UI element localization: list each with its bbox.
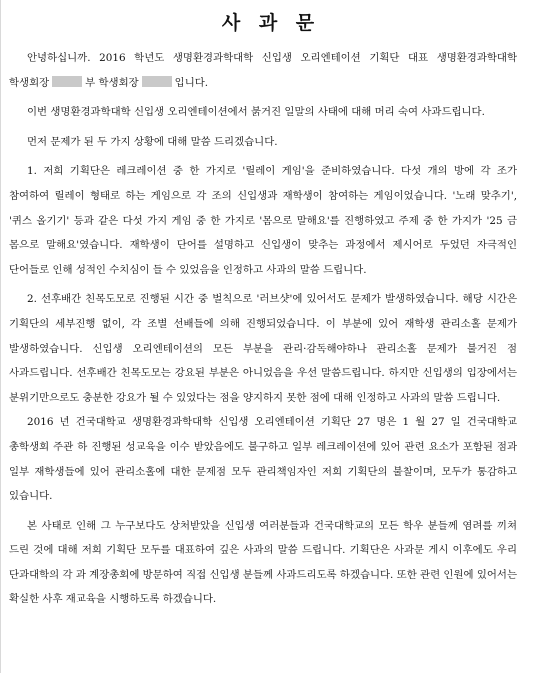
document-body [9,46,517,612]
redacted-name-vice-president [142,76,172,87]
intro-paragraph [9,46,517,95]
document-title: 사 과 문 [221,12,321,34]
issue-two-paragraph: 2. 선후배간 친목도모로 진행된 시간 중 벌칙으로 '러브샷'에 있어서도 문제가 발생하였습니다. 해당 시간은 기획단의 세부진행 없이, 각 조별 선배들에 의해 진행되었습니다. 이 부분에 있어 재학생 관리소홀 문제가 발생하였습니다. 신입생 오리엔테이션의 모든 부분을 관리·감독해야하나 관리소홀 문제가 불거진 점 사과드립니다. 선후배간 친목도모는 강요된 부분은 아니었음을 우선 말씀드립니다. 하지만 신입생의 입장에서는 분위기만으로도 충분한 강요가 될 수 있었다는 점을 양지하지 못한 점에 대해 인정하고 사과의 말씀 드립니다. [9,293,517,404]
intro-text-part1: 안녕하십니까. 2016 학년도 생명환경과학대학 신입생 오리엔테이션 기획단 대표 생명환경과학대학 학생회장 [9,52,517,89]
intro-text-part2: 부 학생회장 [85,76,139,89]
redacted-name-president [52,76,82,87]
responsibility-paragraph: 2016 년 건국대학교 생명환경과학대학 신입생 오리엔테이션 기획단 27 명은 1 월 27 일 건국대학교 총학생회 주관 하 진행된 성교육을 이수 받았음에도 불구하고 일부 레크레이션에 있어 관련 요소가 포함된 점과 일부 재학생들에 있어 관리소홀에 대한 문제점 모두 관리책임자인 저희 기획단의 불찰이며, 모두가 통감하고 있습니다. [9,416,517,503]
issue-one-paragraph: 1. 저희 기획단은 레크레이션 중 한 가지로 '릴레이 게임'을 준비하였습니다. 다섯 개의 방에 각 조가 참여하여 릴레이 형태로 하는 게임으로 각 조의 신입생과 재학생이 참여하는 게임이었습니다. '노래 맞추기', '퀴스 올기기' 등과 같은 다섯 가지 게임 중 한 가지로 '몸으로 말해요'를 진행하였고 주제 중 한 가지가 '25 금 몸으로 말해요'였습니다. 재학생이 단어를 설명하고 신입생이 맞추는 과정에서 제시어로 두었던 자극적인 단어들로 인해 성적인 수치심이 들 수 있었음을 인정하고 사과의 말씀 드립니다. [9,165,517,276]
intro-text-part3: 입니다. [174,76,209,89]
apology-paragraph: 이번 생명환경과학대학 신입생 오리엔테이션에서 붉거진 일말의 사태에 대해 머리 숙여 사과드립니다. [27,106,485,119]
issues-intro-paragraph: 먼저 문제가 된 두 가지 상황에 대해 말씀 드리겠습니다. [27,135,278,148]
closing-paragraph: 본 사태로 인해 그 누구보다도 상처받았을 신입생 여러분들과 건국대학교의 모든 학우 분들께 염려를 끼쳐 드린 것에 대해 저희 기획단 모두를 대표하여 깊은 사과의 말씀 드립니다. 기획단은 사과문 게시 이후에도 우리 단과대학의 각 과 계장총회에 방문하여 직접 신입생 분들께 사과드리도록 하겠습니다. 또한 관련 인원에 있어서는 확실한 사후 재교육을 시행하도록 하겠습니다. [9,519,517,606]
